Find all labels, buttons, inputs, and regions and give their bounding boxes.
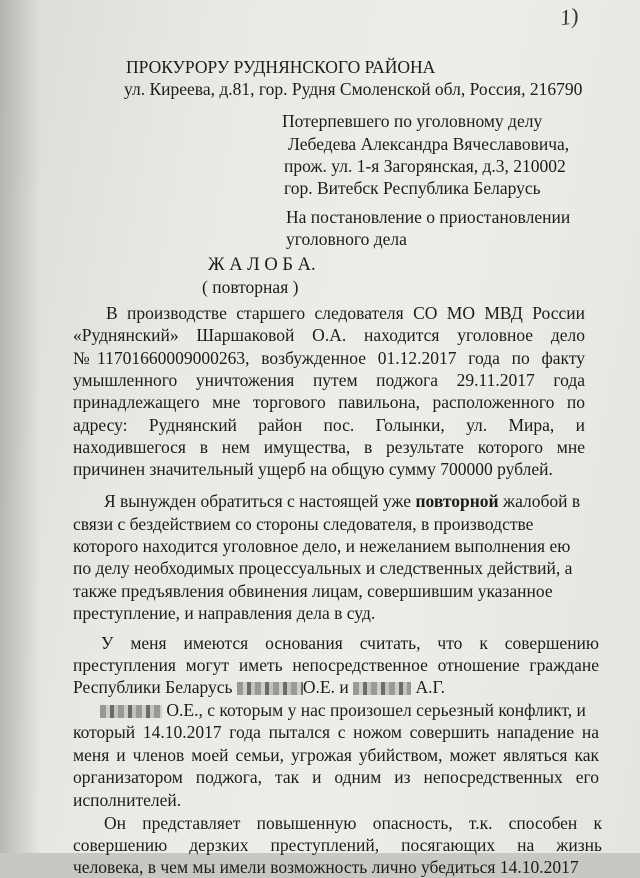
sender-line-4: гор. Витебск Республика Беларусь (284, 178, 541, 198)
body-p1-line-5: принадлежащего мне торгового павильона, расположенного по (73, 392, 585, 412)
body-p3-line-8: исполнителей. (73, 790, 182, 810)
body-p2-line-4: по делу необходимых процессуальных и следственных действий, а (73, 558, 573, 578)
body-p2-line-6: преступление, и направления дела в суд. (73, 603, 376, 623)
body-p3-line-4: О.Е., с которым у нас произошел серьезный конфликт, и (100, 699, 586, 721)
body-p2-line-5: также предъявления обвинения лицам, совершившим указанное (73, 581, 553, 601)
body-p4-line-1: Он представляет повышенную опасность, т.к. способен к (104, 813, 602, 833)
body-p4-line-3: человека, в чем мы имели возможность лично убедиться 14.10.2017 (73, 857, 579, 877)
body-p1-line-7: находившегося в нем имущества, в результате которого мне (73, 437, 585, 457)
body-p3-line-3: Республики Беларусь О.Е. и А.Г. (73, 677, 445, 697)
body-p3-line-5: который 14.10.2017 года пытался с ножом совершить нападение на (73, 722, 599, 742)
sender-line-3: прож. ул. 1-я Загорянская, д.3, 210002 (284, 156, 566, 176)
subject-line-2: уголовного дела (286, 229, 407, 249)
body-p2-line-2: связи с бездействием со стороны следователя, в производстве (73, 514, 534, 534)
addressee-line-2: ул. Киреева, д.81, гор. Рудня Смоленской обл, Россия, 216790 (124, 79, 583, 99)
body-p1-line-2: «Руднянский» Шаршаковой О.А. находится уголовное дело (73, 325, 585, 345)
document-subtitle: ( повторная ) (202, 277, 299, 297)
body-p1-line-4: умышленного уничтожения путем поджога 29.11.2017 года (73, 370, 585, 390)
body-p1-line-8: причинен значительный ущерб на общую сумму 700000 рублей. (73, 459, 553, 479)
body-p2-line-3: которого находится уголовное дело, и нежеланием выполнения ею (73, 536, 571, 556)
sender-line-1: Потерпевшего по уголовному делу (282, 111, 543, 131)
page-number: 1) (558, 2, 580, 31)
sender-line-2: Лебедева Александра Вячеславовича, (288, 134, 570, 154)
body-p1-line-1: В производстве старшего следователя СО МО МВД России (106, 303, 585, 323)
body-p3-line-7: организатором поджога, так и одним из непосредственных его (73, 767, 599, 787)
document-title: Ж А Л О Б А. (208, 255, 316, 275)
body-p3-line-6: меня и членов моей семьи, угрожая убийством, может являться как (73, 745, 599, 765)
redacted-surname-1 (237, 682, 303, 695)
page-shadow (0, 0, 40, 853)
body-p2-line-1: Я вынужден обратиться с настоящей уже повторной жалобой в (104, 491, 581, 511)
emphasis-repeated: повторной (415, 491, 499, 511)
redacted-surname-3 (100, 705, 162, 718)
body-p4-line-2: совершению дерзких преступлений, посягающих на жизнь (73, 835, 602, 855)
body-p1-line-6: адресу: Руднянский район пос. Голынки, ул. Мира, и (73, 415, 585, 435)
body-p1-line-3: №11701660009000263, возбужденное 01.12.2017 года по факту (73, 348, 585, 368)
addressee-line-1: ПРОКУРОРУ РУДНЯНСКОГО РАЙОНА (126, 57, 436, 77)
subject-line-1: На постановление о приостановлении (286, 207, 571, 227)
redacted-surname-2 (353, 682, 411, 695)
body-p3-line-2: преступления могут иметь непосредственное отношение граждане (73, 655, 599, 675)
body-p3-line-1: У меня имеются основания считать, что к совершению (101, 633, 599, 653)
